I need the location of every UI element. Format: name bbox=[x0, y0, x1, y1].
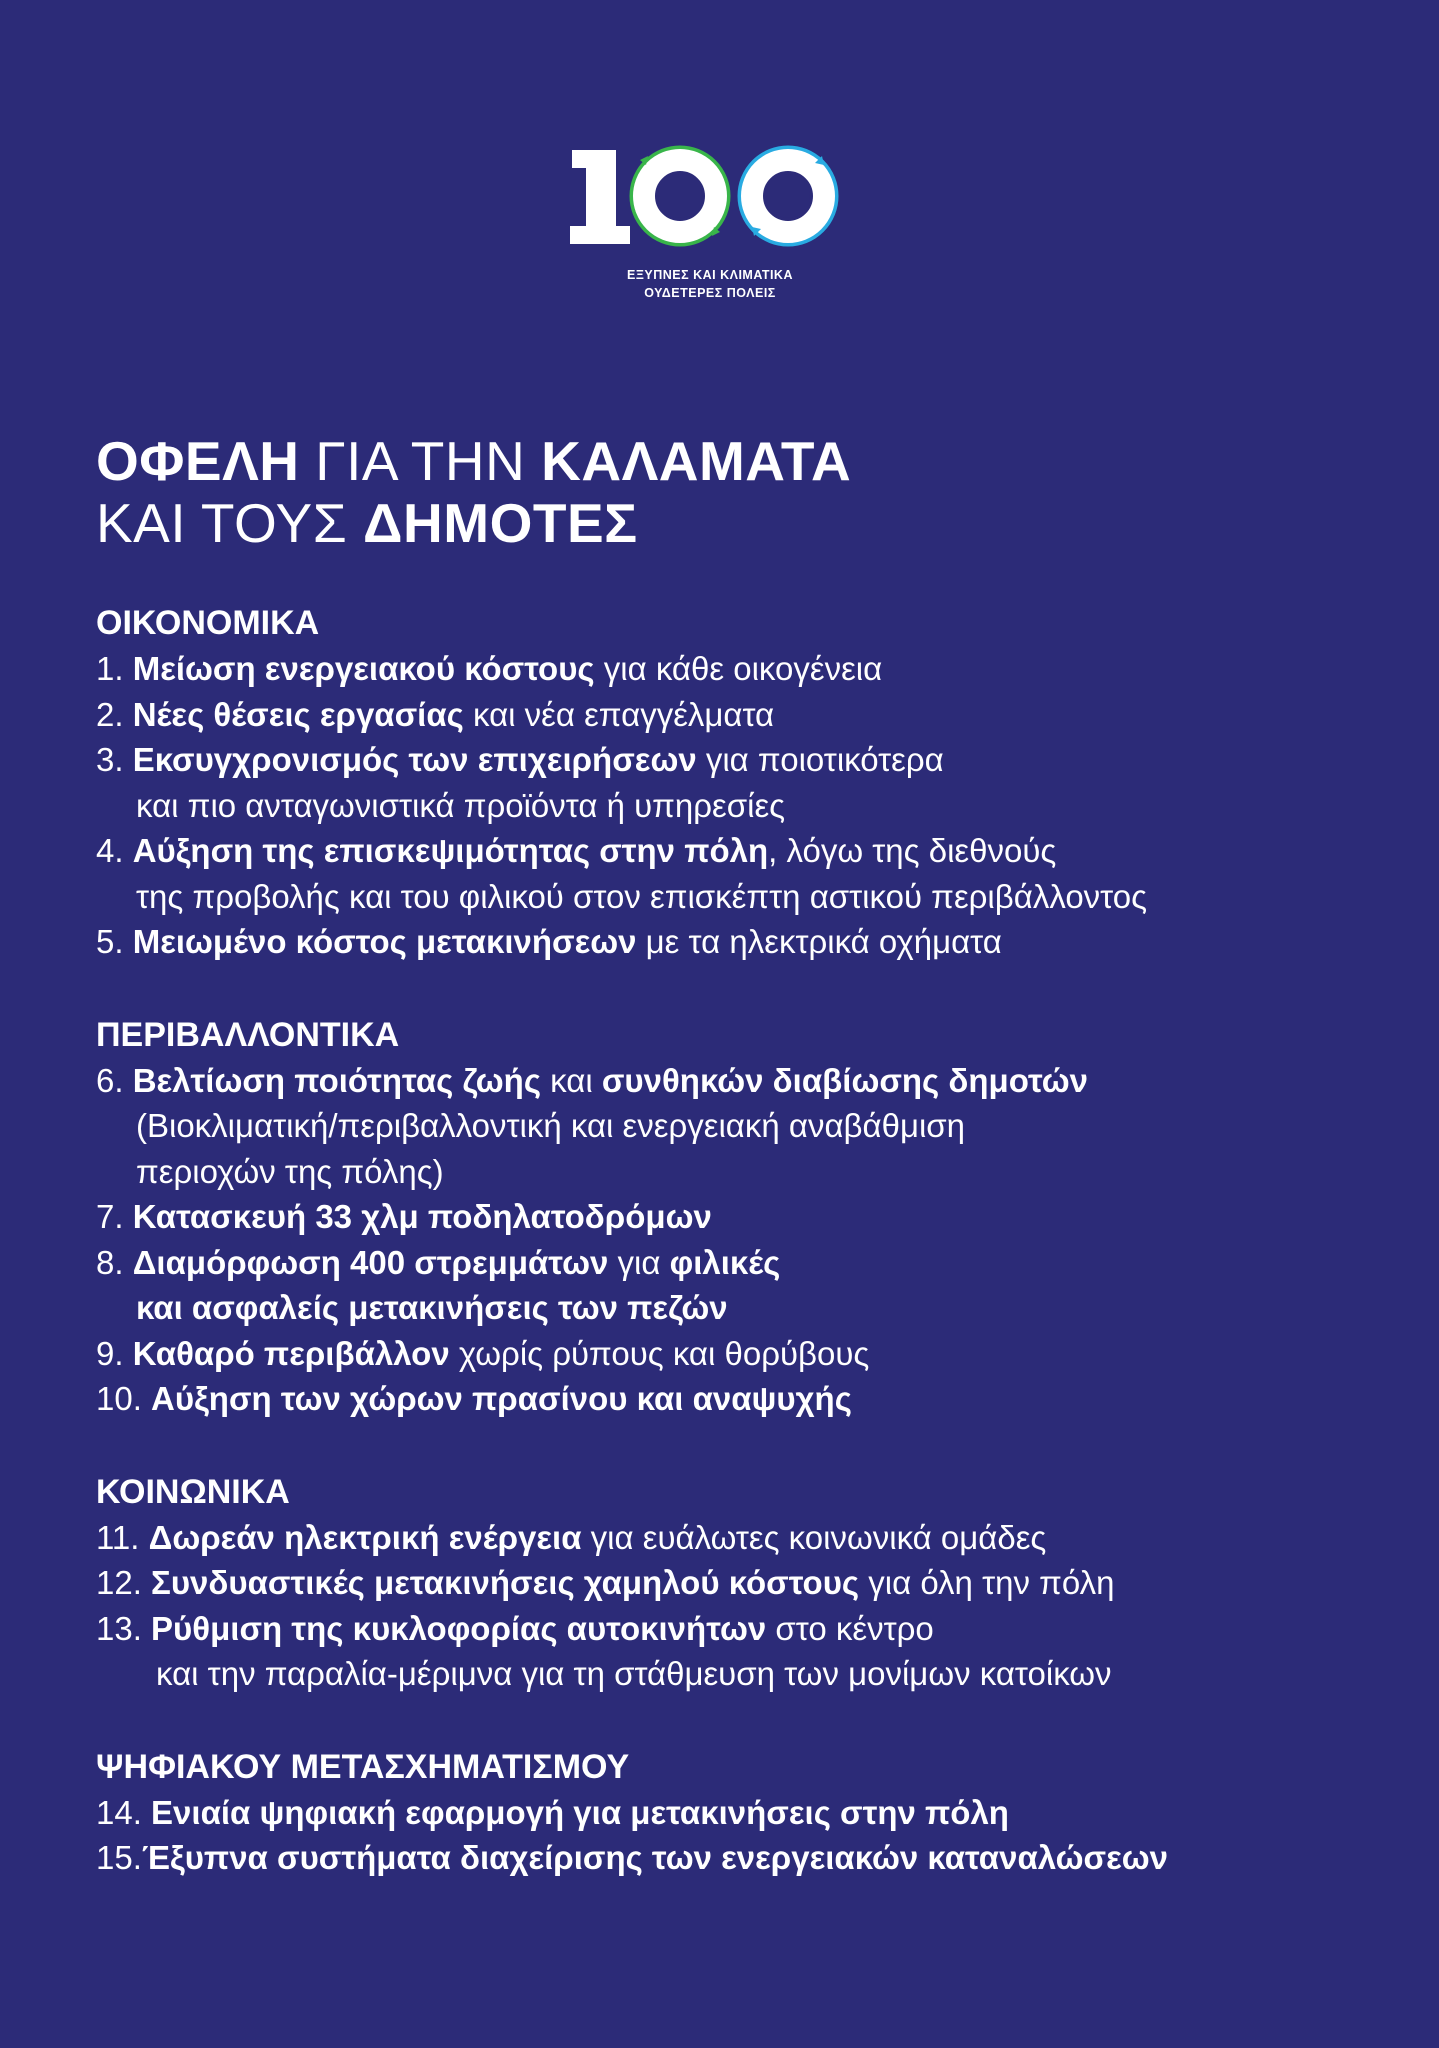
logo-digit-zero-cyan bbox=[740, 148, 836, 244]
list-item: 8. Διαμόρφωση 400 στρεμμάτων για φιλικές bbox=[96, 1243, 781, 1281]
title-regular-kai-tous: ΚΑΙ ΤΟΥΣ bbox=[96, 492, 364, 554]
list-item: 1. Μείωση ενεργειακού κόστους για κάθε οικογένεια bbox=[96, 650, 883, 687]
list-item: 10. Αύξηση των χώρων πρασίνου και αναψυχής bbox=[96, 1380, 852, 1417]
logo bbox=[560, 138, 880, 308]
title-bold-ofeli: ΟΦΕΛΗ bbox=[96, 430, 300, 492]
page-title-line2 bbox=[96, 492, 1346, 554]
list-item-continuation: της προβολής και του φιλικού στον επισκέπτη αστικού περιβάλλοντος bbox=[136, 877, 1147, 915]
list-item-continuation: και ασφαλείς μετακινήσεις των πεζών bbox=[136, 1289, 728, 1326]
logo-subtitle-line1: ΕΞΥΠΝΕΣ ΚΑΙ ΚΛΙΜΑΤΙΚΑ bbox=[627, 268, 793, 282]
section-digital bbox=[96, 1744, 1396, 1881]
section-economic bbox=[96, 600, 1396, 965]
logo-digit-zero-green bbox=[632, 148, 728, 244]
list-item-continuation: και την παραλία-μέριμνα για τη στάθμευση των μονίμων κατοίκων bbox=[156, 1655, 1112, 1692]
page-title bbox=[96, 430, 1346, 554]
logo-subtitle-line2: ΟΥΔΕΤΕΡΕΣ ΠΟΛΕΙΣ bbox=[644, 286, 776, 300]
list-item: 15.Έξυπνα συστήματα διαχείρισης των ενεργειακών καταναλώσεων bbox=[96, 1839, 1169, 1876]
list-item: 7. Κατασκευή 33 χλμ ποδηλατοδρόμων bbox=[96, 1198, 712, 1235]
title-bold-dimotes: ΔΗΜΟΤΕΣ bbox=[363, 492, 638, 554]
list-item: 4. Αύξηση της επισκεψιμότητας στην πόλη, λόγω της διεθνούς bbox=[96, 832, 1057, 869]
section-title-economic: ΟΙΚΟΝΟΜΙΚΑ bbox=[96, 604, 320, 642]
page-title-line1 bbox=[96, 430, 1346, 492]
logo-digit-one bbox=[570, 150, 630, 244]
list-item: 6. Βελτίωση ποιότητας ζωής και συνθηκών διαβίωσης δημοτών bbox=[96, 1061, 1089, 1099]
section-title-social: ΚΟΙΝΩΝΙΚΑ bbox=[96, 1472, 290, 1511]
section-title-environmental: ΠΕΡΙΒΑΛΛΟΝΤΙΚΑ bbox=[96, 1015, 400, 1054]
list-item: 5. Μειωμένο κόστος μετακινήσεων με τα ηλεκτρικά οχήματα bbox=[96, 923, 1002, 960]
title-regular-gia-tin: ΓΙΑ ΤΗΝ bbox=[299, 430, 542, 492]
title-bold-kalamata: ΚΑΛΑΜΑΤΑ bbox=[541, 430, 852, 492]
list-item: 12. Συνδυαστικές μετακινήσεις χαμηλού κόστους για όλη την πόλη bbox=[96, 1564, 1115, 1601]
list-item: 3. Εκσυγχρονισμός των επιχειρήσεων για ποιοτικότερα bbox=[96, 741, 944, 778]
list-item: 2. Νέες θέσεις εργασίας και νέα επαγγέλματα bbox=[96, 695, 775, 733]
list-item: 9. Καθαρό περιβάλλον χωρίς ρύπους και θορύβους bbox=[96, 1334, 870, 1372]
list-item: 14. Ενιαία ψηφιακή εφαρμογή για μετακινήσεις στην πόλη bbox=[96, 1793, 1009, 1831]
list-item-continuation: περιοχών της πόλης) bbox=[136, 1152, 444, 1190]
logo-100-mark bbox=[560, 138, 860, 263]
list-item-continuation: (Βιοκλιματική/περιβαλλοντική και ενεργειακή αναβάθμιση bbox=[136, 1107, 966, 1144]
benefits-list bbox=[96, 600, 1396, 1928]
list-item: 11. Δωρεάν ηλεκτρική ενέργεια για ευάλωτες κοινωνικά ομάδες bbox=[96, 1518, 1047, 1556]
section-environmental bbox=[96, 1012, 1396, 1422]
list-item: 13. Ρύθμιση της κυκλοφορίας αυτοκινήτων στο κέντρο bbox=[96, 1609, 934, 1647]
section-social bbox=[96, 1469, 1396, 1697]
list-item-continuation: και πιο ανταγωνιστικά προϊόντα ή υπηρεσίες bbox=[136, 786, 786, 824]
section-title-digital: ΨΗΦΙΑΚΟΥ ΜΕΤΑΣΧΗΜΑΤΙΣΜΟΥ bbox=[96, 1747, 630, 1786]
